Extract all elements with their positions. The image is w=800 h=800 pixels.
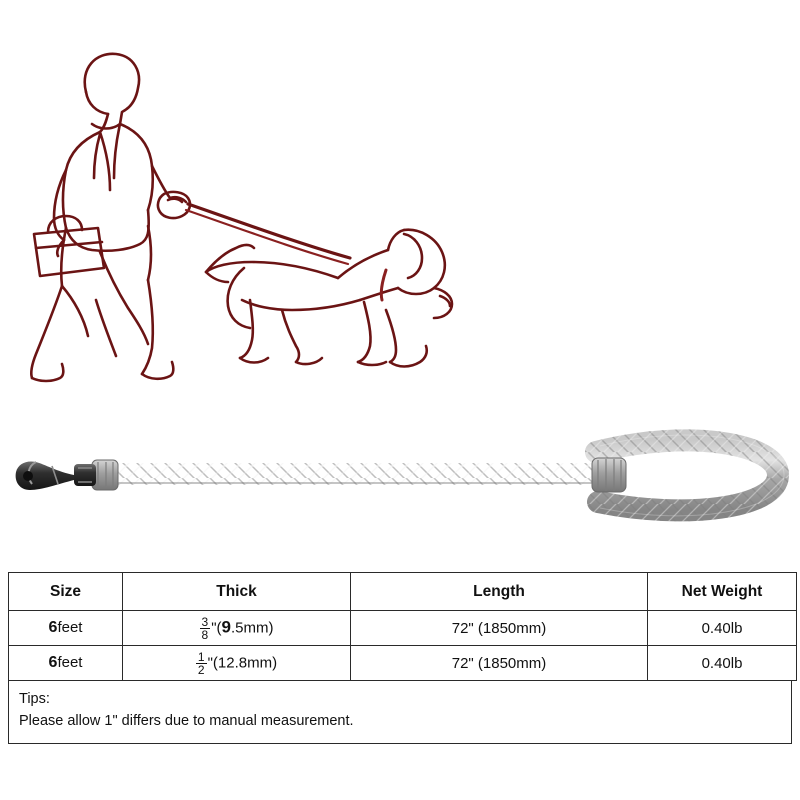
tips-title: Tips: xyxy=(19,691,50,707)
thickness-metric-rest: 12.8mm) xyxy=(217,653,278,671)
table-row xyxy=(9,646,797,681)
leash-rope-body xyxy=(96,466,610,483)
table-row xyxy=(9,611,797,646)
cell-thick xyxy=(123,611,351,646)
cell-weight: 0.40lb xyxy=(648,646,797,681)
table-header-row xyxy=(9,573,797,611)
tips-text: Please allow 1" differs due to manual measurement. xyxy=(19,712,354,729)
thickness-quote: " xyxy=(211,618,217,636)
fraction-denominator: 2 xyxy=(197,662,205,677)
fraction-numerator: 1 xyxy=(197,649,205,664)
size-unit: feet xyxy=(57,654,83,671)
size-value: 6 xyxy=(48,619,58,636)
thickness-metric-open: ( xyxy=(216,618,222,636)
fraction-denominator: 8 xyxy=(201,627,209,642)
cell-size xyxy=(9,646,123,681)
specification-table-container xyxy=(8,572,792,744)
cell-weight: 0.40lb xyxy=(648,611,797,646)
tips-box xyxy=(8,681,792,744)
dog-leash-product-image xyxy=(0,400,800,560)
specification-table xyxy=(8,572,797,681)
cell-length: 72" (1850mm) xyxy=(351,646,648,681)
header-weight: Net Weight xyxy=(648,573,797,611)
thickness-metric-open: ( xyxy=(212,653,218,671)
thickness-quote: " xyxy=(207,653,213,671)
size-value: 6 xyxy=(48,654,58,671)
thickness-metric-rest: .5mm) xyxy=(230,618,274,636)
header-size: Size xyxy=(9,573,123,611)
size-unit: feet xyxy=(57,619,83,636)
cell-thick xyxy=(123,646,351,681)
handle-ferrule xyxy=(592,458,626,492)
header-length: Length xyxy=(351,573,648,611)
cell-length: 72" (1850mm) xyxy=(351,611,648,646)
metal-clasp-hook xyxy=(16,461,96,490)
thickness-fraction xyxy=(196,651,207,676)
header-thick: Thick xyxy=(123,573,351,611)
thickness-fraction xyxy=(200,616,211,641)
product-photo-panel xyxy=(0,400,800,560)
thickness-metric-bold: 9 xyxy=(221,616,231,636)
cell-size xyxy=(9,611,123,646)
fraction-numerator: 3 xyxy=(201,614,209,629)
